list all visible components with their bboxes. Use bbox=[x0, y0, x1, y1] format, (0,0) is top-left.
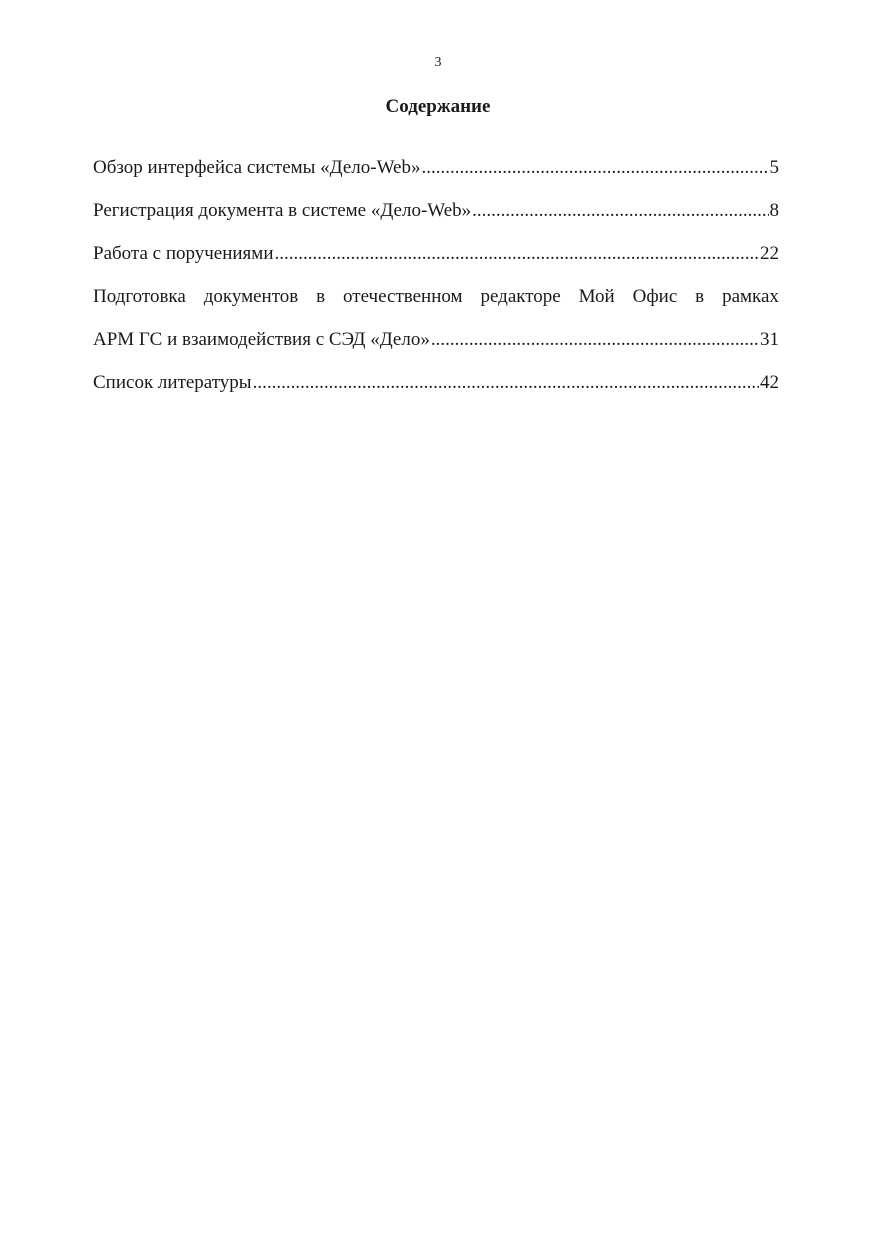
toc-leader-dots bbox=[253, 369, 759, 397]
toc-entry-assignments[interactable] bbox=[93, 240, 779, 268]
toc-entry-page: 22 bbox=[760, 243, 779, 264]
toc-entry-label: Работа с поручениями bbox=[93, 243, 274, 264]
toc-entry-document-preparation[interactable] bbox=[93, 283, 779, 354]
table-of-contents bbox=[93, 154, 779, 412]
toc-entry-page: 42 bbox=[760, 372, 779, 393]
toc-word: документов bbox=[203, 286, 299, 307]
toc-entry-label-line2: АРМ ГС и взаимодействия с СЭД «Дело» bbox=[93, 329, 430, 350]
toc-leader-dots bbox=[421, 154, 768, 182]
toc-entry-bibliography[interactable] bbox=[93, 369, 779, 397]
page-title: Содержание bbox=[385, 96, 491, 117]
toc-entry-page: 5 bbox=[769, 157, 779, 178]
toc-entry-label-line1 bbox=[93, 283, 779, 311]
toc-word: Офис bbox=[632, 286, 678, 307]
toc-entry-interface-overview[interactable] bbox=[93, 154, 779, 182]
toc-leader-dots bbox=[275, 240, 760, 268]
toc-entry-label: Обзор интерфейса системы «Дело-Web» bbox=[93, 157, 421, 178]
toc-word: рамках bbox=[722, 286, 779, 307]
toc-word: редакторе bbox=[480, 286, 561, 307]
toc-entry-label: Регистрация документа в системе «Дело-Web» bbox=[93, 200, 472, 221]
toc-leader-dots bbox=[431, 326, 759, 354]
toc-entry-label: Список литературы bbox=[93, 372, 252, 393]
toc-entry-document-registration[interactable] bbox=[93, 197, 779, 225]
toc-entry-page: 31 bbox=[760, 329, 779, 350]
toc-entry-page: 8 bbox=[769, 200, 779, 221]
toc-word: Мой bbox=[578, 286, 615, 307]
toc-word: отечественном bbox=[343, 286, 463, 307]
toc-leader-dots bbox=[472, 197, 768, 225]
toc-word: в bbox=[316, 286, 326, 307]
toc-word: в bbox=[695, 286, 705, 307]
toc-word: Подготовка bbox=[93, 286, 186, 307]
page-number: 3 bbox=[434, 55, 442, 70]
